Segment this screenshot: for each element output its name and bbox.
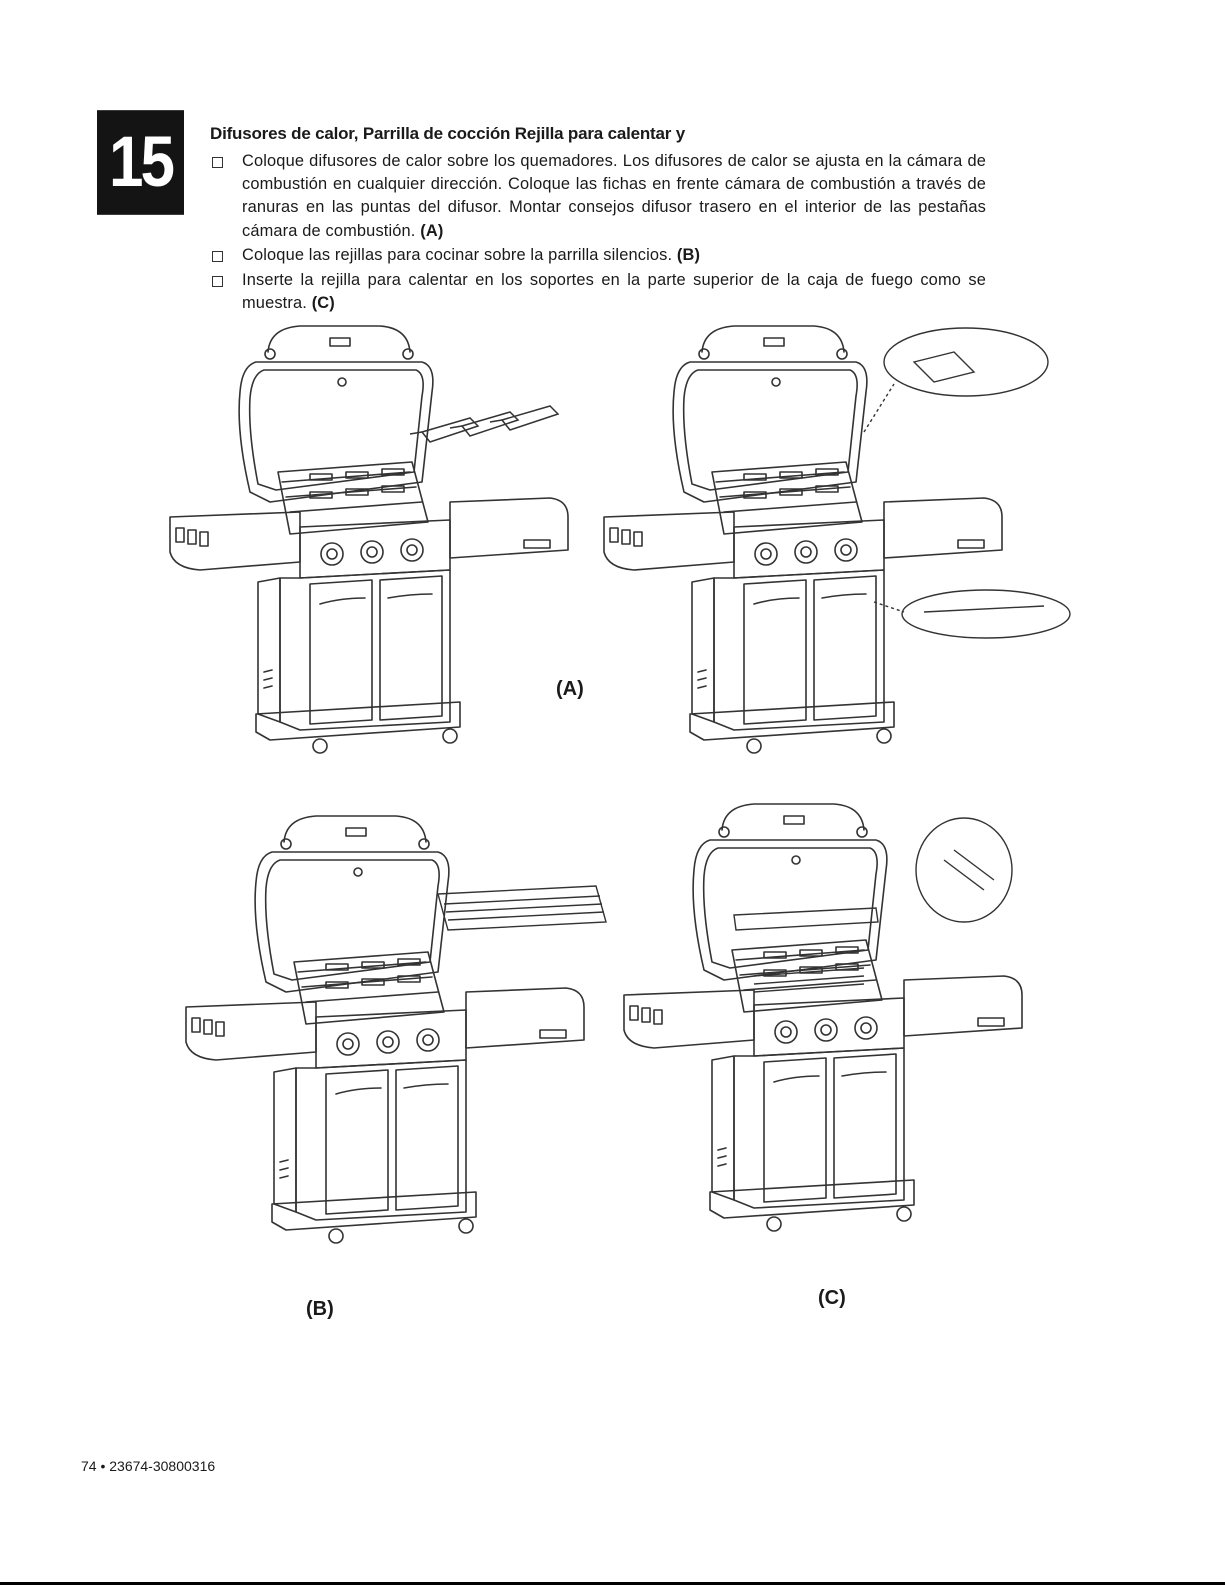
page-footer: 74 • 23674-30800316 — [81, 1458, 216, 1474]
figure-b-label: (B) — [306, 1298, 334, 1320]
instruction-text: Coloque las rejillas para cocinar sobre la parrilla silencios. — [242, 246, 673, 265]
figure-a-detail-diagram — [594, 322, 1054, 782]
detail-circle-icon — [884, 328, 1048, 396]
step-title: Difusores de calor, Parrilla de cocción Rejilla para calentar y — [210, 124, 685, 143]
instruction-text: Inserte la rejilla para calentar en los soportes en la parte superior de la caja de fuego como se muestra. — [242, 271, 986, 313]
figure-a-diagram — [160, 322, 580, 782]
instruction-item — [208, 244, 986, 267]
figure-c-label: (C) — [818, 1287, 846, 1309]
instruction-item — [208, 150, 986, 243]
step-number-badge: 15 — [97, 110, 184, 215]
instruction-list — [208, 150, 986, 317]
checkbox-icon — [212, 157, 223, 168]
cooking-grate-icon — [438, 886, 606, 930]
figure-b-diagram — [176, 812, 616, 1272]
figure-c-diagram — [614, 800, 1034, 1260]
instruction-text: Coloque difusores de calor sobre los quemadores. Los difusores de calor se ajusta en la cámara de combustión en cualquier dirección. Coloque las fichas en frente cámara de combustión a través de ranuras en las puntas del difusor. Montar consejos difusor trasero en el interior de las pestañas cámara de combustión. — [242, 152, 986, 240]
checkbox-icon — [212, 251, 223, 262]
checkbox-icon — [212, 276, 223, 287]
detail-circle-icon — [916, 818, 1012, 922]
figure-a-label: (A) — [556, 678, 584, 700]
heat-diffuser-icons — [410, 406, 558, 442]
instruction-ref: (A) — [420, 221, 444, 240]
instruction-ref: (B) — [676, 246, 701, 265]
warming-rack-icon — [734, 908, 878, 930]
detail-circle-icon — [902, 590, 1070, 638]
instruction-item — [208, 269, 986, 315]
instruction-ref: (C) — [311, 294, 335, 313]
